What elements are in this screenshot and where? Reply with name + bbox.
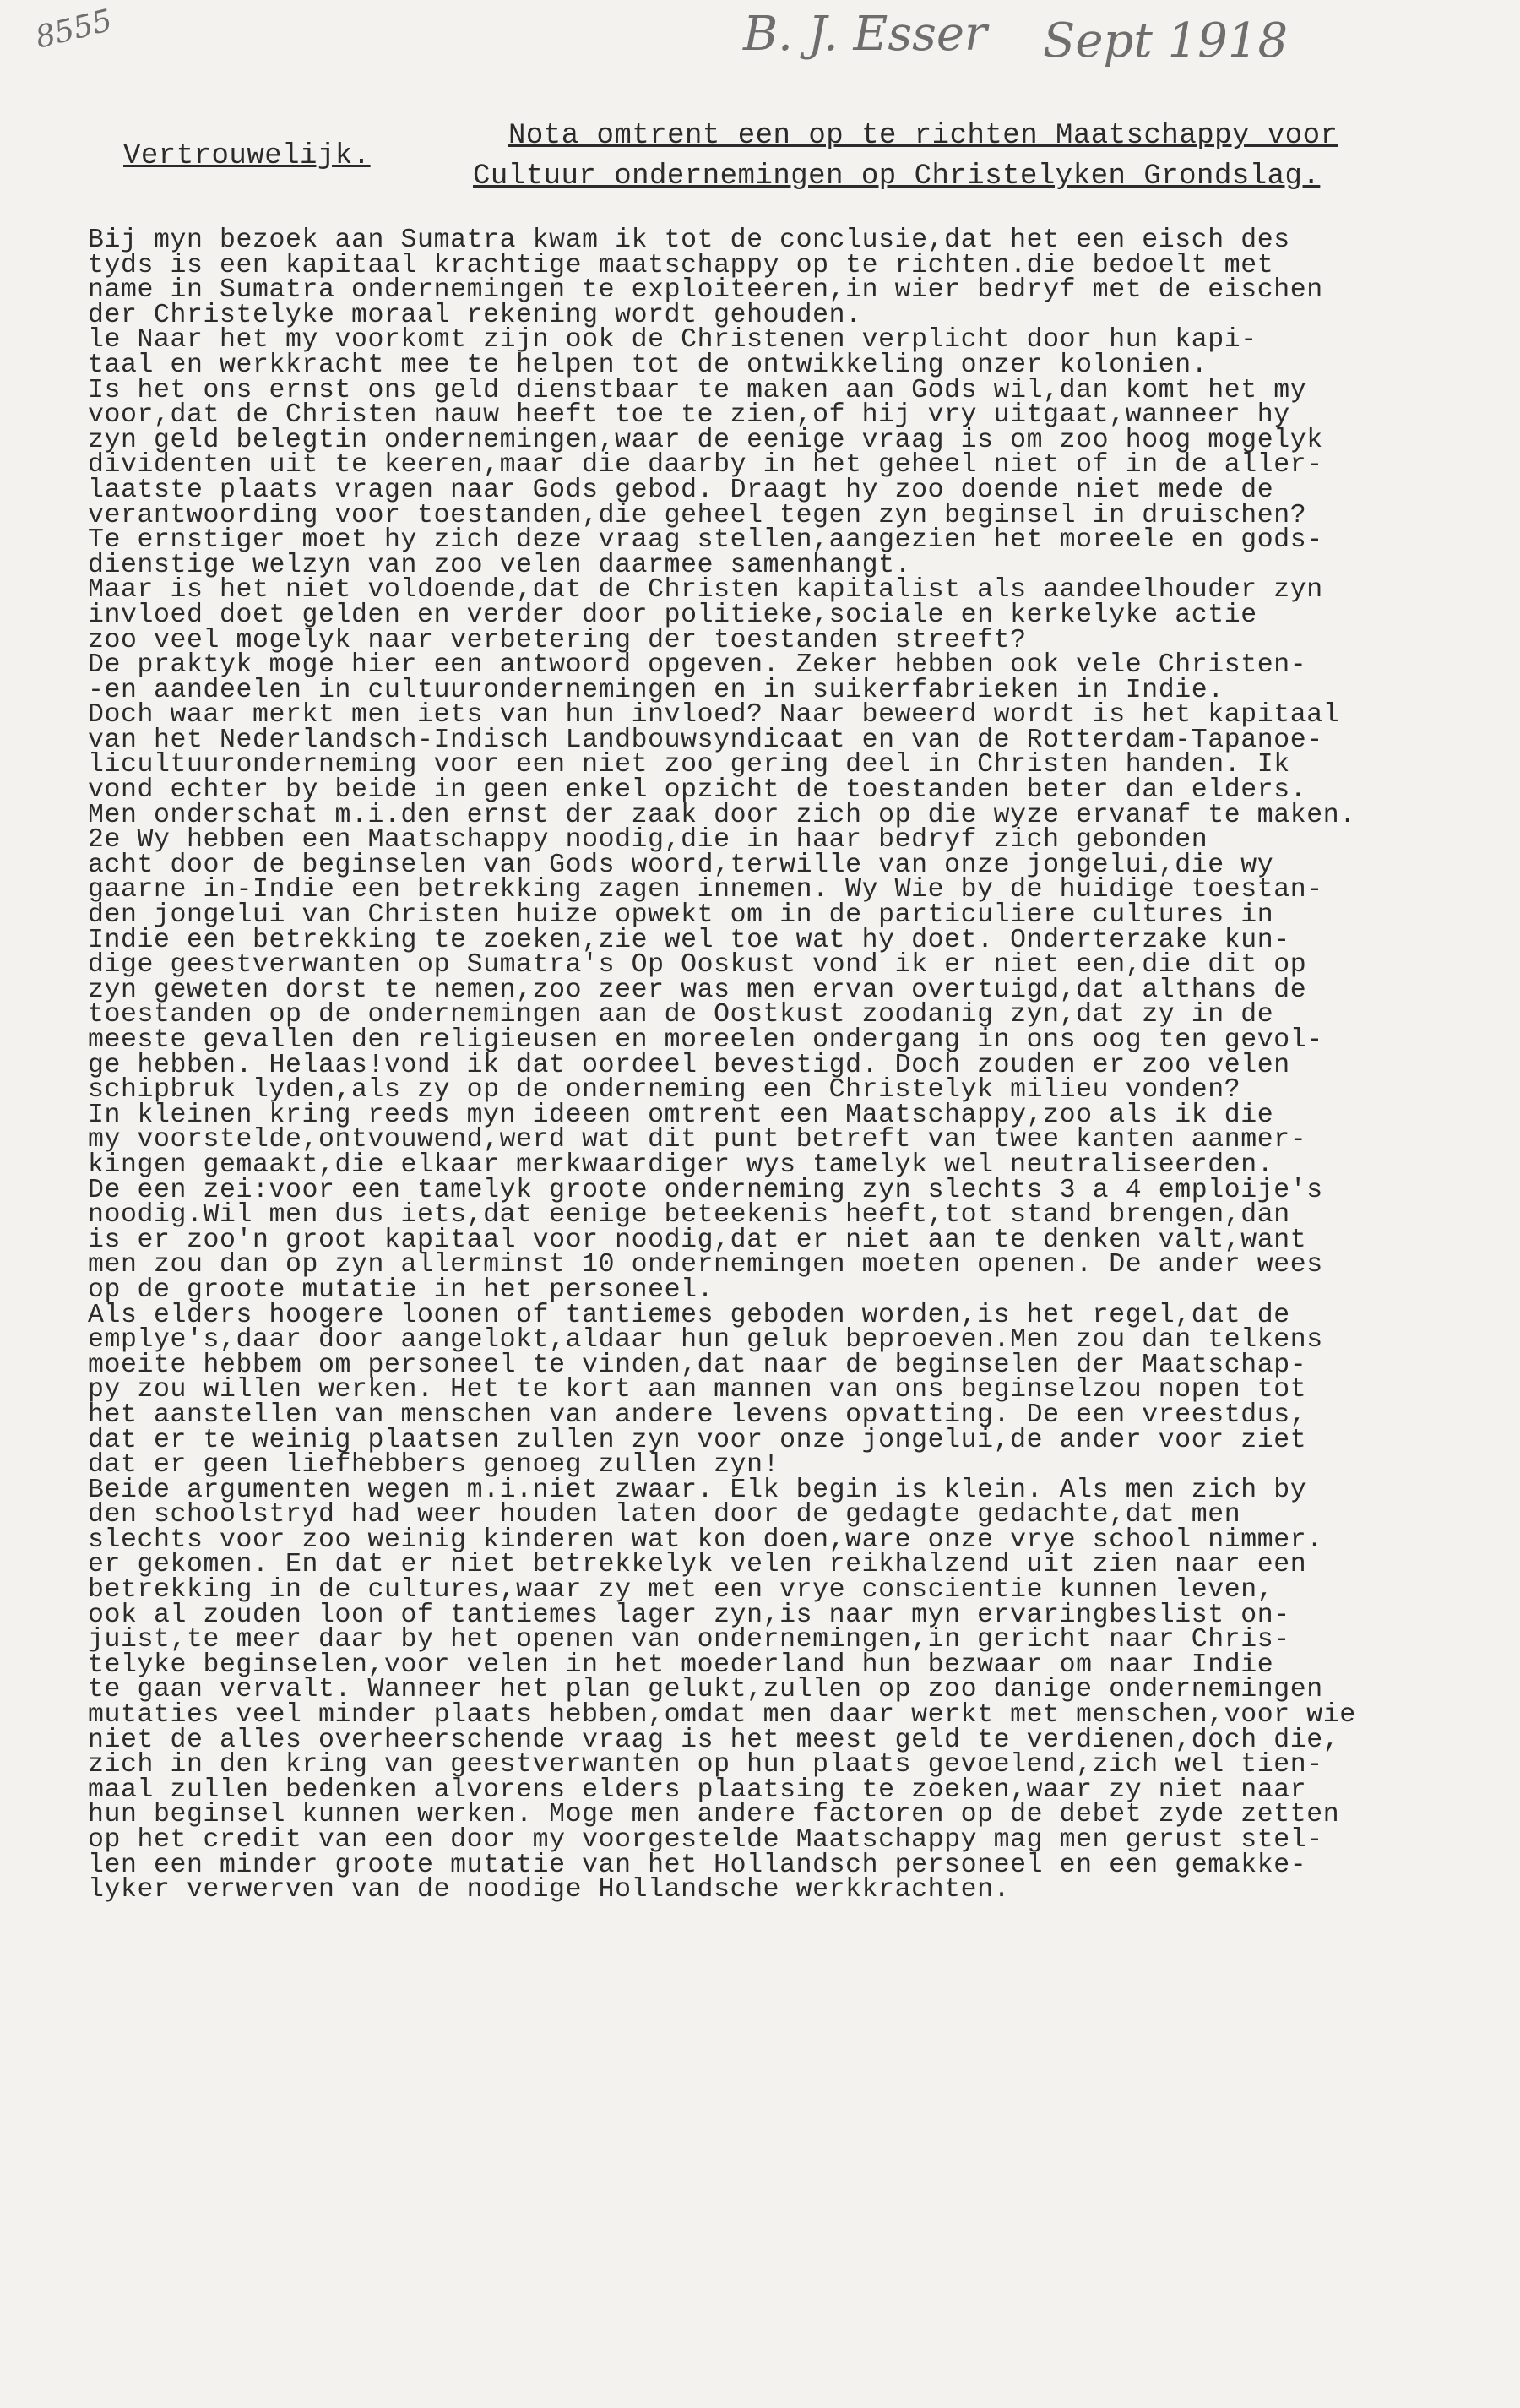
body-line: acht door de beginselen van Gods woord,terwille van onze jongelui,die wy [88,850,1274,880]
body-line: dige geestverwanten op Sumatra's Op Ooskust vond ik er niet een,die dit op [88,950,1307,981]
body-line: name in Sumatra ondernemingen te exploiteeren,in wier bedryf met de eischen [88,275,1323,306]
body-line: moeite hebbem om personeel te vinden,dat naar de beginselen der Maatschap- [88,1350,1307,1380]
body-line: verantwoording voor toestanden,die geheel tegen zyn beginsel in druischen? [88,500,1307,530]
body-line: ook al zouden loon of tantiemes lager zyn,is naar myn ervaringbeslist on- [88,1600,1290,1630]
body-line: slechts voor zoo weinig kinderen wat kon doen,ware onze vrye school nimmer. [88,1525,1323,1555]
body-line: den jongelui van Christen huize opwekt om in de particuliere cultures in [88,900,1274,931]
body-line: vond echter by beide in geen enkel opzicht de toestanden beter dan elders. [88,775,1307,806]
body-line: schipbruk lyden,als zy op de onderneming een Christelyk milieu vonden? [88,1075,1241,1106]
body-line: voor,dat de Christen nauw heeft toe te zien,of hij vry uitgaat,wanneer hy [88,400,1290,431]
body-line: zyn geld belegtin ondernemingen,waar de eenige vraag is om zoo hoog mogelyk [88,425,1323,455]
body-line: dividenten uit te keeren,maar die daarby in het geheel niet of in de aller- [88,450,1323,481]
body-line: toestanden op de ondernemingen aan de Oostkust zoodanig zyn,dat zy in de [88,1000,1274,1030]
body-line: -en aandeelen in cultuurondernemingen en in suikerfabrieken in Indie. [88,675,1224,705]
body-line: licultuuronderneming voor een niet zoo gering deel in Christen handen. Ik [88,750,1290,780]
body-line: der Christelyke moraal rekening wordt gehouden. [88,300,862,330]
body-line: laatste plaats vragen naar Gods gebod. Draagt hy zoo doende niet mede de [88,475,1274,505]
body-line: mutaties veel minder plaats hebben,omdat men daar werkt met menschen,voor wie [88,1700,1356,1731]
body-line: Men onderschat m.i.den ernst der zaak door zich op die wyze ervanaf te maken. [88,800,1356,830]
handwritten-author: B. J. Esser [743,7,987,62]
body-line: Als elders hoogere loonen of tantiemes geboden worden,is het regel,dat de [88,1300,1290,1330]
body-line: juist,te meer daar by het openen van ondernemingen,in gericht naar Chris- [88,1625,1290,1655]
body-line: lyker verwerven van de noodige Hollandsche werkkrachten. [88,1875,1011,1905]
body-line: len een minder groote mutatie van het Hollandsch personeel en een gemakke- [88,1850,1307,1880]
document-title-line-2: Cultuur ondernemingen op Christelyken Grondslag. [473,160,1321,193]
body-line: emplye's,daar door aangelokt,aldaar hun geluk beproeven.Men zou dan telkens [88,1325,1323,1356]
body-line: van het Nederlandsch-Indisch Landbouwsyndicaat en van de Rotterdam-Tapanoe- [88,725,1323,755]
body-line: telyke beginselen,voor velen in het moederland hun bezwaar om naar Indie [88,1650,1274,1680]
handwritten-archive-number: 8555 [32,3,116,56]
body-line: Indie een betrekking te zoeken,zie wel toe wat hy doet. Onderterzake kun- [88,925,1290,955]
body-line: noodig.Wil men dus iets,dat eenige beteekenis heeft,tot stand brengen,dan [88,1200,1290,1231]
body-line: meeste gevallen den religieusen en moreelen ondergang in ons oog ten gevol- [88,1025,1323,1055]
body-line: op de groote mutatie in het personeel. [88,1275,714,1305]
body-line: py zou willen werken. Het te kort aan mannen van ons beginselzou nopen tot [88,1375,1307,1405]
body-line: hun beginsel kunnen werken. Moge men andere factoren op de debet zyde zetten [88,1800,1340,1830]
handwritten-date: Sept 1918 [1043,14,1289,68]
body-line: kingen gemaakt,die elkaar merkwaardiger wys tamelyk wel neutraliseerden. [88,1150,1274,1180]
body-line: op het credit van een door my voorgestelde Maatschappy mag men gerust stel- [88,1825,1323,1855]
body-line: zich in den kring van geestverwanten op hun plaats gevoelend,zich wel tien- [88,1750,1323,1780]
body-line: er gekomen. En dat er niet betrekkelyk velen reikhalzend uit zien naar een [88,1550,1307,1580]
body-line: Te ernstiger moet hy zich deze vraag stellen,aangezien het moreele en gods- [88,525,1323,556]
body-line: niet de alles overheerschende vraag is het meest geld te verdienen,doch die, [88,1725,1340,1755]
document-title-line-1: Nota omtrent een op te richten Maatschappy voor [508,120,1338,152]
body-line: le Naar het my voorkomt zijn ook de Christenen verplicht door hun kapi- [88,325,1257,356]
body-line: het aanstellen van menschen van andere levens opvatting. De een vreestdus, [88,1400,1307,1430]
body-line: Beide argumenten wegen m.i.niet zwaar. Elk begin is klein. Als men zich by [88,1475,1307,1505]
body-line: invloed doet gelden en verder door politieke,sociale en kerkelyke actie [88,600,1257,630]
body-line: De een zei:voor een tamelyk groote onderneming zyn slechts 3 a 4 emploije's [88,1175,1323,1205]
body-line: 2e Wy hebben een Maatschappy noodig,die in haar bedryf zich gebonden [88,825,1208,856]
body-line: den schoolstryd had weer houden laten door de gedagte gedachte,dat men [88,1500,1241,1530]
confidential-label: Vertrouwelijk. [123,140,371,172]
body-line: Is het ons ernst ons geld dienstbaar te maken aan Gods wil,dan komt het my [88,375,1307,405]
body-line: dienstige welzyn van zoo velen daarmee samenhangt. [88,550,912,580]
body-line: dat er geen liefhebbers genoeg zullen zyn! [88,1450,780,1481]
body-line: is er zoo'n groot kapitaal voor noodig,dat er niet aan te denken valt,want [88,1225,1307,1255]
body-line: men zou dan op zyn allerminst 10 ondernemingen moeten openen. De ander wees [88,1250,1323,1280]
body-line: Maar is het niet voldoende,dat de Christen kapitalist als aandeelhouder zyn [88,575,1323,606]
body-line: In kleinen kring reeds myn ideeen omtrent een Maatschappy,zoo als ik die [88,1100,1274,1130]
body-line: my voorstelde,ontvouwend,werd wat dit punt betreft van twee kanten aanmer- [88,1125,1307,1155]
body-line: Doch waar merkt men iets van hun invloed? Naar beweerd wordt is het kapitaal [88,700,1340,731]
body-line: ge hebben. Helaas!vond ik dat oordeel bevestigd. Doch zouden er zoo velen [88,1050,1290,1080]
body-line: dat er te weinig plaatsen zullen zyn voor onze jongelui,de ander voor ziet [88,1425,1307,1455]
body-line: maal zullen bedenken alvorens elders plaatsing te zoeken,waar zy niet naar [88,1775,1307,1805]
body-line: zyn geweten dorst te nemen,zoo zeer was men ervan overtuigd,dat althans de [88,975,1307,1005]
memo-body [88,228,1506,1903]
body-line: tyds is een kapitaal krachtige maatschappy op te richten.die bedoelt met [88,250,1274,280]
body-line: De praktyk moge hier een antwoord opgeven. Zeker hebben ook vele Christen- [88,650,1307,681]
body-line: Bij myn bezoek aan Sumatra kwam ik tot de conclusie,dat het een eisch des [88,226,1290,255]
body-line: taal en werkkracht mee te helpen tot de ontwikkeling onzer kolonien. [88,350,1208,380]
body-line: betrekking in de cultures,waar zy met een vrye conscientie kunnen leven, [88,1575,1274,1606]
body-line: te gaan vervalt. Wanneer het plan gelukt,zullen op zoo danige ondernemingen [88,1675,1323,1705]
body-line: zoo veel mogelyk naar verbetering der toestanden streeft? [88,625,1027,655]
body-line: gaarne in-Indie een betrekking zagen innemen. Wy Wie by de huidige toestan- [88,875,1323,905]
